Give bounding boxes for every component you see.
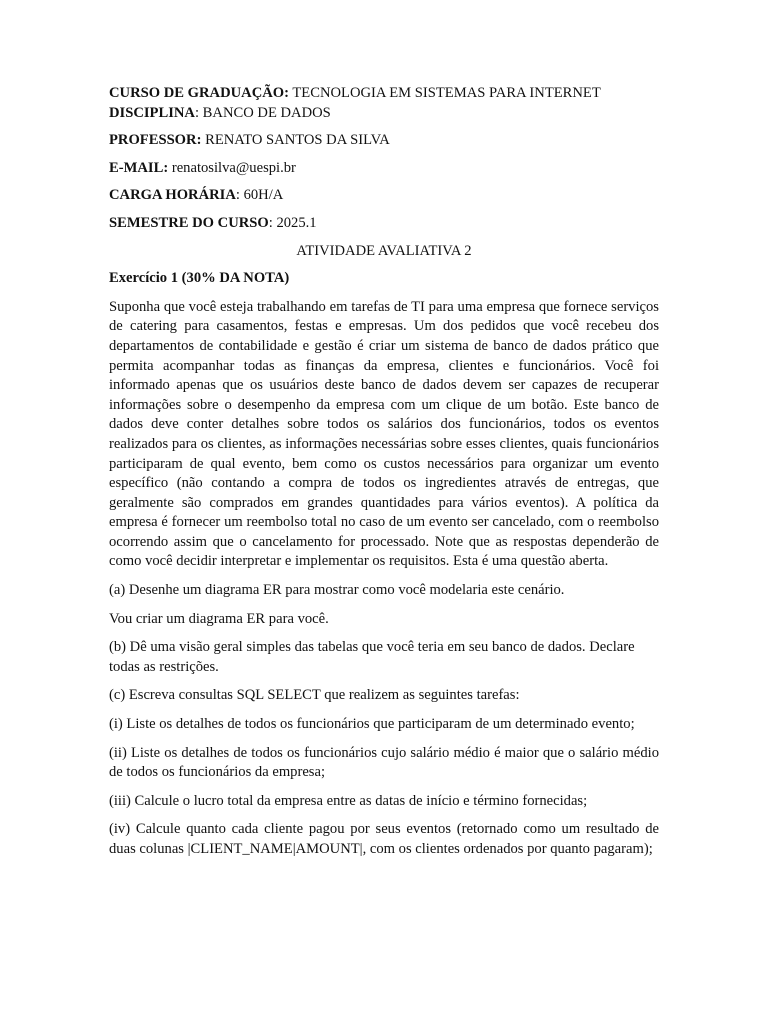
item-c-i: (i) Liste os detalhes de todos os funcionários que participaram de um determinado evento;	[109, 716, 635, 733]
workload-value: : 60H/A	[235, 187, 284, 204]
item-a: (a) Desenhe um diagrama ER para mostrar como você modelaria este cenário.	[109, 582, 565, 599]
semester-line	[109, 214, 659, 234]
exercise-heading-text: Exercício 1 (30% DA NOTA)	[109, 270, 290, 287]
email-label: E-MAIL:	[109, 159, 169, 176]
professor-line	[109, 131, 659, 151]
course-line	[109, 84, 659, 104]
course-value: TECNOLOGIA EM SISTEMAS PARA INTERNET	[289, 85, 601, 101]
email-value: renatosilva@uespi.br	[168, 159, 296, 176]
item-c: (c) Escreva consultas SQL SELECT que realizem as seguintes tarefas:	[109, 687, 520, 704]
course-label: CURSO DE GRADUAÇÃO:	[109, 85, 289, 101]
item-b: (b) Dê uma visão geral simples das tabelas que você teria em seu banco de dados. Declare todas as restrições.	[109, 639, 635, 675]
professor-value: RENATO SANTOS DA SILVA	[201, 132, 390, 149]
semester-value: : 2025.1	[268, 214, 317, 231]
semester-label: SEMESTRE DO CURSO	[109, 214, 269, 231]
discipline-value: : BANCO DE DADOS	[194, 104, 331, 121]
email-line	[109, 159, 659, 179]
discipline-line	[109, 104, 659, 124]
workload-line	[109, 186, 659, 206]
item-c-iv: (iv) Calcule quanto cada cliente pagou por seus eventos (retornado como um resultado de duas colunas |CLIENT_NAME|AMOUNT|, com os clientes ordenados por quanto pagaram);	[109, 821, 659, 857]
course-header	[109, 84, 659, 234]
workload-label: CARGA HORÁRIA	[109, 187, 236, 204]
item-c-ii: (ii) Liste os detalhes de todos os funcionários cujo salário médio é maior que o salário médio de todos os funcionários da empresa;	[109, 744, 659, 781]
activity-title: ATIVIDADE AVALIATIVA 2	[296, 242, 472, 259]
professor-label: PROFESSOR:	[109, 132, 202, 149]
document-page	[109, 84, 659, 860]
item-c-iii: (iii) Calcule o lucro total da empresa entre as datas de início e término fornecidas;	[109, 792, 588, 809]
exercise-heading	[109, 269, 659, 289]
answer-a: Vou criar um diagrama ER para você.	[109, 610, 329, 627]
discipline-label: DISCIPLINA	[109, 104, 195, 121]
exercise-intro-paragraph: Suponha que você esteja trabalhando em tarefas de TI para uma empresa que fornece serviços de catering para casamentos, festas e empresas. Um dos pedidos que você recebeu dos departamentos de contabilidade e gestão é criar um sistema de banco de dados prático que permita acompanhar todas as finanças da empresa, clientes e funcionários. Você foi informado apenas que os usuários deste banco de dados devem ser capazes de recuperar informações sobre o desempenho da empresa com um clique de um botão. Este banco de dados deve conter detalhes sobre todos os salários dos funcionários, todos os eventos realizados para os clientes, as informações necessárias sobre esses clientes, quais funcionários participaram de qual evento, bem como os custos necessários para organizar um evento específico (não contando a compra de todos os ingredientes através de entregas, que geralmente são comprados em grandes quantidades para vários eventos). A política da empresa é fornecer um reembolso total no caso de um evento ser cancelado, com o reembolso ocorrendo assim que o cancelamento for processado. Note que as respostas dependerão de como você decidir interpretar e implementar os requisitos. Esta é uma questão aberta.	[109, 298, 659, 570]
